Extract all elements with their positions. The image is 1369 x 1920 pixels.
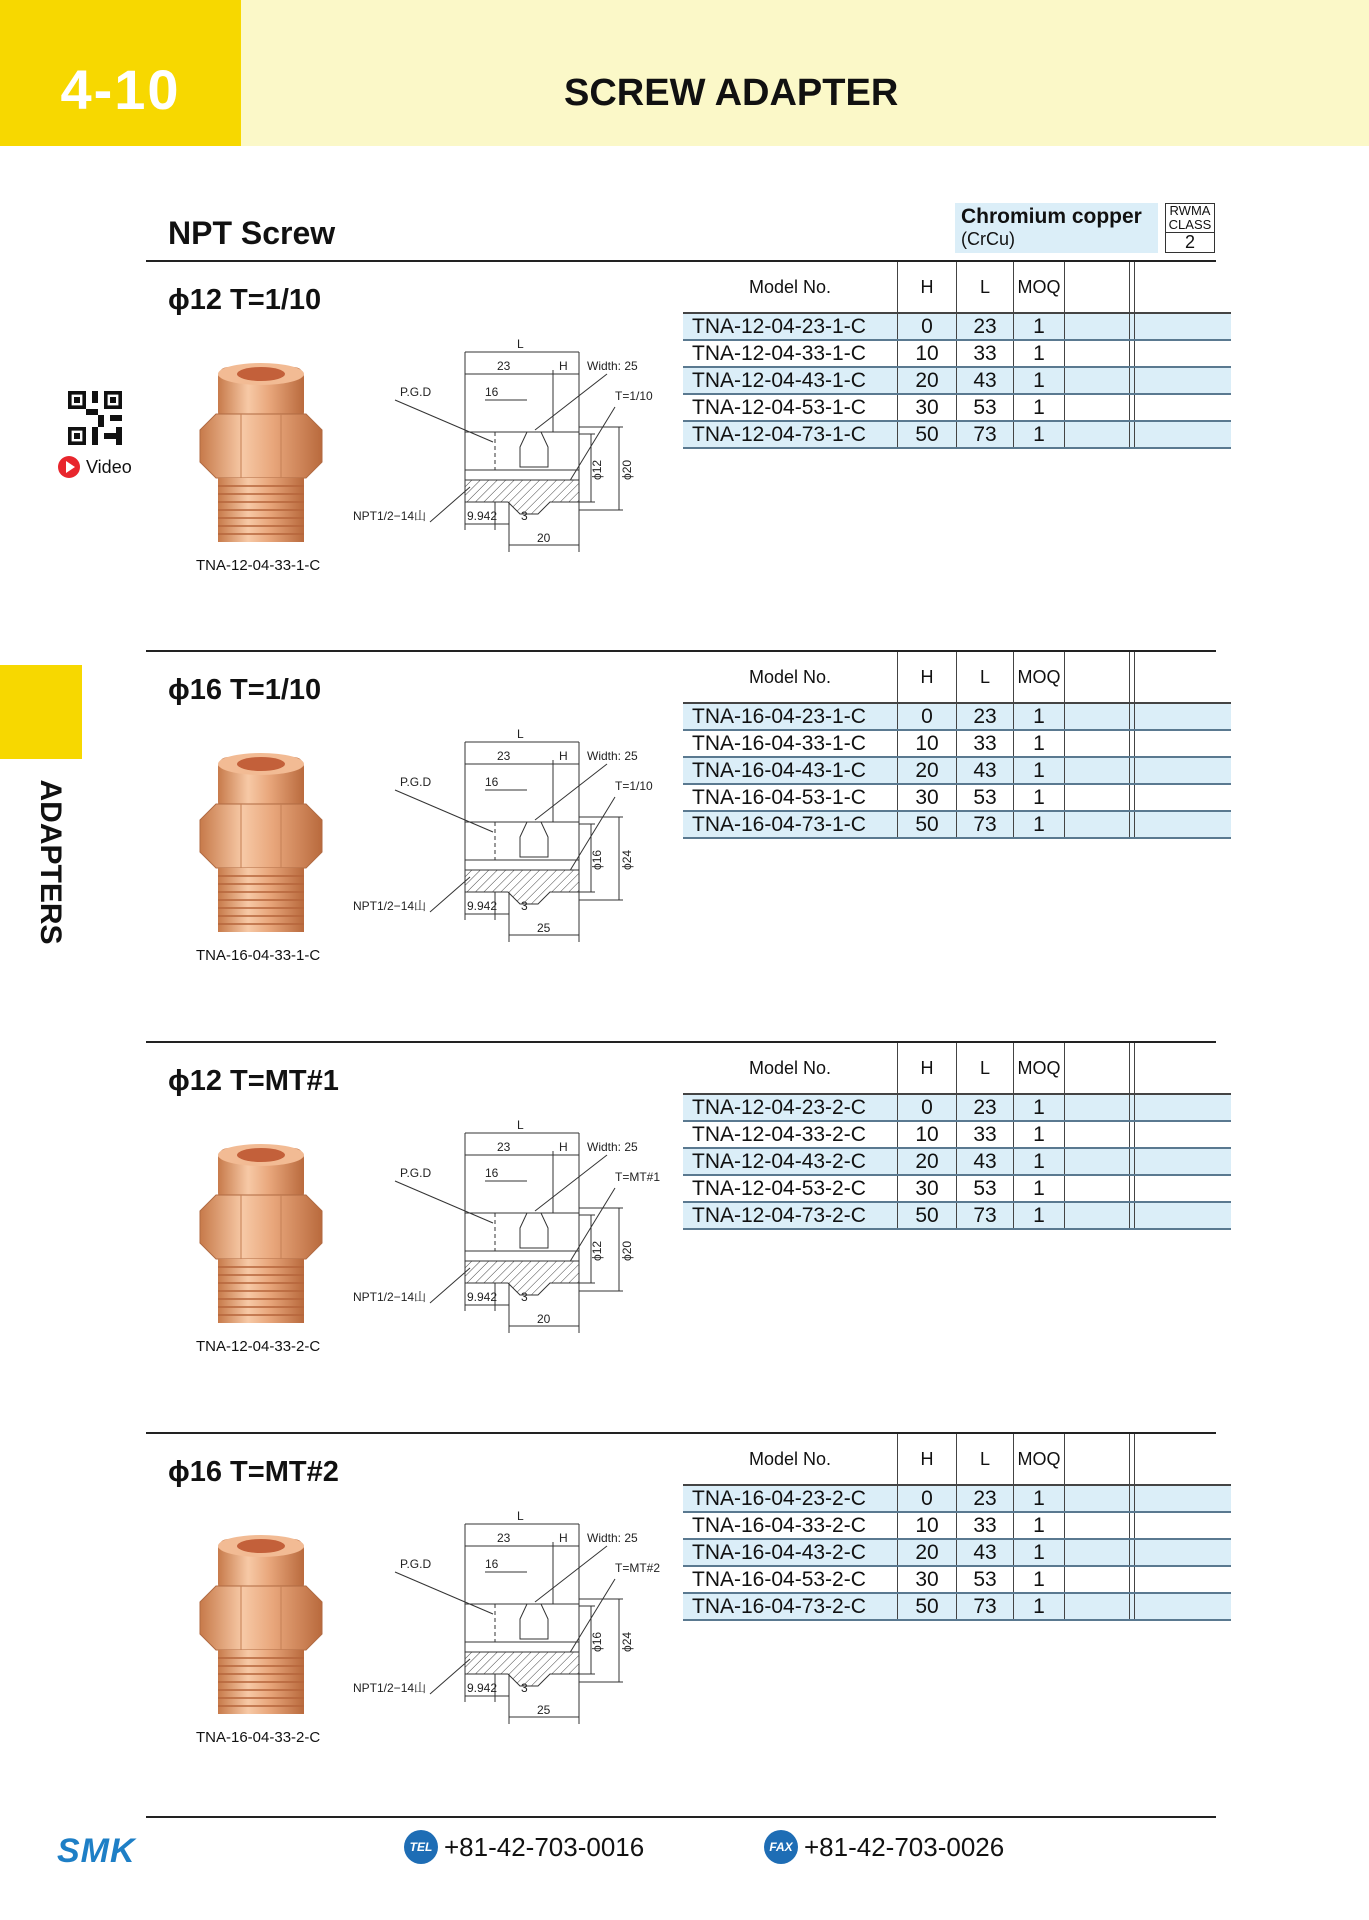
cell-h: 50 [898, 1593, 957, 1620]
cell-moq: 1 [1014, 784, 1065, 811]
cell-l: 43 [957, 1539, 1014, 1566]
cell-l: 73 [957, 811, 1014, 838]
cell-blank [1135, 1202, 1232, 1229]
dim-phi-inner: ϕ12 [590, 1240, 604, 1261]
table-row [683, 1094, 1231, 1121]
cell-moq: 1 [1014, 811, 1065, 838]
adapter-photo [196, 1143, 326, 1328]
cell-blank [1135, 367, 1232, 394]
dim-9942: 9.942 [467, 1681, 498, 1695]
model-number: TNA-12-04-23-2-C [683, 1094, 898, 1121]
adapter-photo [196, 1534, 326, 1719]
part-photo-label: TNA-16-04-33-2-C [196, 1729, 321, 1746]
cell-l: 53 [957, 1175, 1014, 1202]
model-number: TNA-12-04-53-2-C [683, 1175, 898, 1202]
material-symbol: (CrCu) [961, 229, 1015, 249]
cell-moq: 1 [1014, 1512, 1065, 1539]
adapter-photo [196, 752, 326, 937]
dim-16: 16 [485, 775, 499, 789]
spec-table [683, 1434, 1231, 1621]
cell-blank [1135, 421, 1232, 448]
dim-16: 16 [485, 385, 499, 399]
page-title: SCREW ADAPTER [564, 72, 899, 114]
cell-h: 30 [898, 1566, 957, 1593]
cell-h: 0 [898, 313, 957, 340]
table-row [683, 1593, 1231, 1620]
part-photo-label: TNA-16-04-33-1-C [196, 947, 321, 964]
spec-table [683, 652, 1231, 839]
cell-moq: 1 [1014, 313, 1065, 340]
header-l: L [957, 1043, 1014, 1094]
cell-l: 33 [957, 730, 1014, 757]
cell-h: 10 [898, 1121, 957, 1148]
cell-l: 23 [957, 703, 1014, 730]
cell-l: 33 [957, 340, 1014, 367]
cell-blank [1135, 394, 1232, 421]
table-row [683, 394, 1231, 421]
cell-l: 23 [957, 1094, 1014, 1121]
model-number: TNA-12-04-23-1-C [683, 313, 898, 340]
technical-drawing [345, 1118, 675, 1363]
dim-H: H [559, 749, 568, 763]
header-model: Model No. [683, 262, 898, 313]
cell-blank [1135, 1539, 1232, 1566]
model-number: TNA-16-04-53-2-C [683, 1566, 898, 1593]
video-label: Video [86, 456, 132, 477]
cell-blank [1065, 1539, 1130, 1566]
cell-moq: 1 [1014, 367, 1065, 394]
dim-pgd: P.G.D [400, 1557, 432, 1571]
cell-h: 20 [898, 1539, 957, 1566]
header-l: L [957, 1434, 1014, 1485]
model-number: TNA-12-04-73-2-C [683, 1202, 898, 1229]
rwma-class-box [1165, 203, 1215, 253]
cell-h: 0 [898, 1094, 957, 1121]
cell-blank [1065, 1566, 1130, 1593]
cell-moq: 1 [1014, 1121, 1065, 1148]
header-h: H [898, 652, 957, 703]
dim-9942: 9.942 [467, 899, 498, 913]
cell-h: 20 [898, 367, 957, 394]
dim-phi-inner: ϕ16 [590, 849, 604, 870]
dim-3: 3 [521, 1290, 528, 1304]
cell-moq: 1 [1014, 1148, 1065, 1175]
dim-bottom: 25 [537, 921, 551, 935]
header-h: H [898, 1043, 957, 1094]
product-section [0, 1043, 1369, 1433]
cell-moq: 1 [1014, 1566, 1065, 1593]
cell-blank [1065, 340, 1130, 367]
spec-table [683, 1043, 1231, 1230]
rwma-label: RWMA [1169, 203, 1211, 218]
header-blank [1065, 1434, 1130, 1485]
dim-bottom: 25 [537, 1703, 551, 1717]
cell-h: 50 [898, 1202, 957, 1229]
cell-blank [1135, 1512, 1232, 1539]
cell-l: 33 [957, 1121, 1014, 1148]
cell-blank [1135, 340, 1232, 367]
table-row [683, 811, 1231, 838]
model-number: TNA-16-04-23-1-C [683, 703, 898, 730]
model-number: TNA-12-04-53-1-C [683, 394, 898, 421]
dim-bottom: 20 [537, 1312, 551, 1326]
cell-blank [1065, 1202, 1130, 1229]
table-row [683, 313, 1231, 340]
cell-blank [1065, 394, 1130, 421]
cell-moq: 1 [1014, 1175, 1065, 1202]
table-row [683, 1512, 1231, 1539]
cell-blank [1065, 703, 1130, 730]
table-row [683, 730, 1231, 757]
header-blank [1065, 1043, 1130, 1094]
cell-moq: 1 [1014, 1202, 1065, 1229]
cell-moq: 1 [1014, 394, 1065, 421]
cell-l: 53 [957, 1566, 1014, 1593]
fax-icon: FAX [764, 1830, 798, 1864]
table-row [683, 367, 1231, 394]
dim-23: 23 [497, 1531, 511, 1545]
spec-table [683, 262, 1231, 449]
material-name: Chromium copper [961, 205, 1142, 228]
dim-taper: T=MT#1 [615, 1170, 661, 1184]
cell-blank [1065, 784, 1130, 811]
cell-blank [1065, 1121, 1130, 1148]
cell-blank [1065, 1512, 1130, 1539]
rwma-class-value: 2 [1166, 232, 1214, 251]
dim-23: 23 [497, 1140, 511, 1154]
header-blank [1065, 262, 1130, 313]
cell-blank [1135, 1148, 1232, 1175]
cell-blank [1135, 811, 1232, 838]
cell-h: 20 [898, 757, 957, 784]
adapter-photo [196, 362, 326, 547]
dim-pgd: P.G.D [400, 385, 432, 399]
cell-l: 33 [957, 1512, 1014, 1539]
technical-drawing [345, 727, 675, 972]
header-blank [1135, 1043, 1232, 1094]
product-section [0, 262, 1369, 652]
cell-blank [1135, 1593, 1232, 1620]
fax-contact [764, 1830, 1004, 1864]
cell-l: 23 [957, 313, 1014, 340]
cell-h: 0 [898, 703, 957, 730]
dim-phi-inner: ϕ16 [590, 1631, 604, 1652]
header-blank [1135, 1434, 1232, 1485]
class-label: CLASS [1168, 217, 1212, 232]
page-number: 4-10 [0, 0, 241, 146]
cell-moq: 1 [1014, 757, 1065, 784]
cell-blank [1065, 1175, 1130, 1202]
header-h: H [898, 1434, 957, 1485]
dim-L: L [517, 1509, 524, 1523]
model-number: TNA-16-04-43-1-C [683, 757, 898, 784]
table-row [683, 1175, 1231, 1202]
cell-moq: 1 [1014, 730, 1065, 757]
cell-l: 73 [957, 421, 1014, 448]
header-model: Model No. [683, 1043, 898, 1094]
header-blank [1135, 262, 1232, 313]
cell-h: 30 [898, 394, 957, 421]
table-row [683, 340, 1231, 367]
product-section [0, 652, 1369, 1042]
cell-blank [1065, 1485, 1130, 1512]
dim-3: 3 [521, 509, 528, 523]
cell-blank [1065, 1148, 1130, 1175]
model-number: TNA-12-04-33-1-C [683, 340, 898, 367]
header-moq: MOQ [1014, 1043, 1065, 1094]
cell-moq: 1 [1014, 1593, 1065, 1620]
header-moq: MOQ [1014, 652, 1065, 703]
model-number: TNA-16-04-73-1-C [683, 811, 898, 838]
header-model: Model No. [683, 1434, 898, 1485]
cell-blank [1065, 811, 1130, 838]
dim-taper: T=1/10 [615, 389, 653, 403]
dim-pgd: P.G.D [400, 1166, 432, 1180]
cell-moq: 1 [1014, 421, 1065, 448]
dim-bottom: 20 [537, 531, 551, 545]
model-number: TNA-12-04-33-2-C [683, 1121, 898, 1148]
dim-phi-outer: ϕ24 [620, 849, 634, 870]
table-row [683, 1202, 1231, 1229]
dim-phi-outer: ϕ20 [620, 459, 634, 480]
cell-l: 73 [957, 1593, 1014, 1620]
section-title: ϕ12 T=1/10 [168, 284, 322, 316]
model-number: TNA-16-04-33-1-C [683, 730, 898, 757]
table-row [683, 1121, 1231, 1148]
company-logo: SMK [57, 1832, 136, 1870]
dim-width: Width: 25 [587, 1140, 638, 1154]
header-blank [1065, 652, 1130, 703]
cell-l: 53 [957, 784, 1014, 811]
cell-l: 43 [957, 757, 1014, 784]
side-tab-label: ADAPTERS [34, 779, 67, 945]
cell-blank [1135, 730, 1232, 757]
dim-L: L [517, 1118, 524, 1132]
dim-H: H [559, 1531, 568, 1545]
cell-blank [1135, 1175, 1232, 1202]
tel-number: +81-42-703-0016 [444, 1831, 645, 1862]
cell-moq: 1 [1014, 340, 1065, 367]
header-h: H [898, 262, 957, 313]
dim-phi-inner: ϕ12 [590, 459, 604, 480]
cell-blank [1135, 703, 1232, 730]
cell-h: 10 [898, 1512, 957, 1539]
cell-blank [1065, 1094, 1130, 1121]
dim-taper: T=1/10 [615, 779, 653, 793]
dim-npt: NPT1/2−14山 [353, 1290, 427, 1304]
cell-moq: 1 [1014, 703, 1065, 730]
product-section [0, 1434, 1369, 1824]
dim-H: H [559, 1140, 568, 1154]
technical-drawing [345, 1509, 675, 1754]
dim-npt: NPT1/2−14山 [353, 509, 427, 523]
dim-phi-outer: ϕ24 [620, 1631, 634, 1652]
section-title: ϕ16 T=MT#2 [168, 1456, 339, 1488]
dim-3: 3 [521, 1681, 528, 1695]
cell-l: 73 [957, 1202, 1014, 1229]
cell-blank [1065, 421, 1130, 448]
cell-l: 43 [957, 367, 1014, 394]
dim-L: L [517, 337, 524, 351]
fax-number: +81-42-703-0026 [804, 1831, 1005, 1862]
tel-contact [404, 1830, 644, 1864]
cell-blank [1135, 784, 1232, 811]
model-number: TNA-16-04-23-2-C [683, 1485, 898, 1512]
header-l: L [957, 652, 1014, 703]
model-number: TNA-12-04-73-1-C [683, 421, 898, 448]
dim-phi-outer: ϕ20 [620, 1240, 634, 1261]
header-moq: MOQ [1014, 262, 1065, 313]
model-number: TNA-16-04-73-2-C [683, 1593, 898, 1620]
technical-drawing [345, 337, 675, 582]
cell-blank [1065, 367, 1130, 394]
table-row [683, 1539, 1231, 1566]
cell-blank [1135, 1094, 1232, 1121]
cell-l: 43 [957, 1148, 1014, 1175]
material-box [955, 203, 1158, 253]
dim-23: 23 [497, 359, 511, 373]
dim-taper: T=MT#2 [615, 1561, 661, 1575]
table-row [683, 784, 1231, 811]
cell-blank [1135, 313, 1232, 340]
cell-blank [1065, 757, 1130, 784]
dim-width: Width: 25 [587, 1531, 638, 1545]
dim-pgd: P.G.D [400, 775, 432, 789]
header-blank [1135, 652, 1232, 703]
model-number: TNA-12-04-43-1-C [683, 367, 898, 394]
model-number: TNA-16-04-33-2-C [683, 1512, 898, 1539]
cell-l: 53 [957, 394, 1014, 421]
table-row [683, 1148, 1231, 1175]
dim-L: L [517, 727, 524, 741]
dim-npt: NPT1/2−14山 [353, 899, 427, 913]
npt-screw-title: NPT Screw [168, 215, 336, 251]
cell-h: 10 [898, 340, 957, 367]
section-title: ϕ12 T=MT#1 [168, 1065, 339, 1097]
dim-width: Width: 25 [587, 359, 638, 373]
cell-h: 50 [898, 421, 957, 448]
cell-blank [1135, 757, 1232, 784]
dim-H: H [559, 359, 568, 373]
cell-h: 20 [898, 1148, 957, 1175]
cell-blank [1135, 1121, 1232, 1148]
dim-width: Width: 25 [587, 749, 638, 763]
cell-h: 30 [898, 1175, 957, 1202]
model-number: TNA-16-04-43-2-C [683, 1539, 898, 1566]
header-model: Model No. [683, 652, 898, 703]
header-l: L [957, 262, 1014, 313]
dim-9942: 9.942 [467, 509, 498, 523]
dim-npt: NPT1/2−14山 [353, 1681, 427, 1695]
table-row [683, 421, 1231, 448]
model-number: TNA-16-04-53-1-C [683, 784, 898, 811]
cell-blank [1065, 313, 1130, 340]
cell-h: 50 [898, 811, 957, 838]
part-photo-label: TNA-12-04-33-2-C [196, 1338, 321, 1355]
part-photo-label: TNA-12-04-33-1-C [196, 557, 321, 574]
dim-3: 3 [521, 899, 528, 913]
model-number: TNA-12-04-43-2-C [683, 1148, 898, 1175]
table-row [683, 1485, 1231, 1512]
dim-9942: 9.942 [467, 1290, 498, 1304]
cell-blank [1135, 1485, 1232, 1512]
table-row [683, 703, 1231, 730]
cell-blank [1135, 1566, 1232, 1593]
cell-l: 23 [957, 1485, 1014, 1512]
table-row [683, 1566, 1231, 1593]
cell-moq: 1 [1014, 1485, 1065, 1512]
dim-16: 16 [485, 1557, 499, 1571]
cell-h: 30 [898, 784, 957, 811]
dim-16: 16 [485, 1166, 499, 1180]
cell-h: 0 [898, 1485, 957, 1512]
dim-23: 23 [497, 749, 511, 763]
cell-moq: 1 [1014, 1539, 1065, 1566]
header-moq: MOQ [1014, 1434, 1065, 1485]
cell-blank [1065, 1593, 1130, 1620]
table-row [683, 757, 1231, 784]
cell-blank [1065, 730, 1130, 757]
section-title: ϕ16 T=1/10 [168, 674, 322, 706]
footer-rule [146, 1816, 1216, 1818]
cell-h: 10 [898, 730, 957, 757]
tel-icon: TEL [404, 1830, 438, 1864]
cell-moq: 1 [1014, 1094, 1065, 1121]
